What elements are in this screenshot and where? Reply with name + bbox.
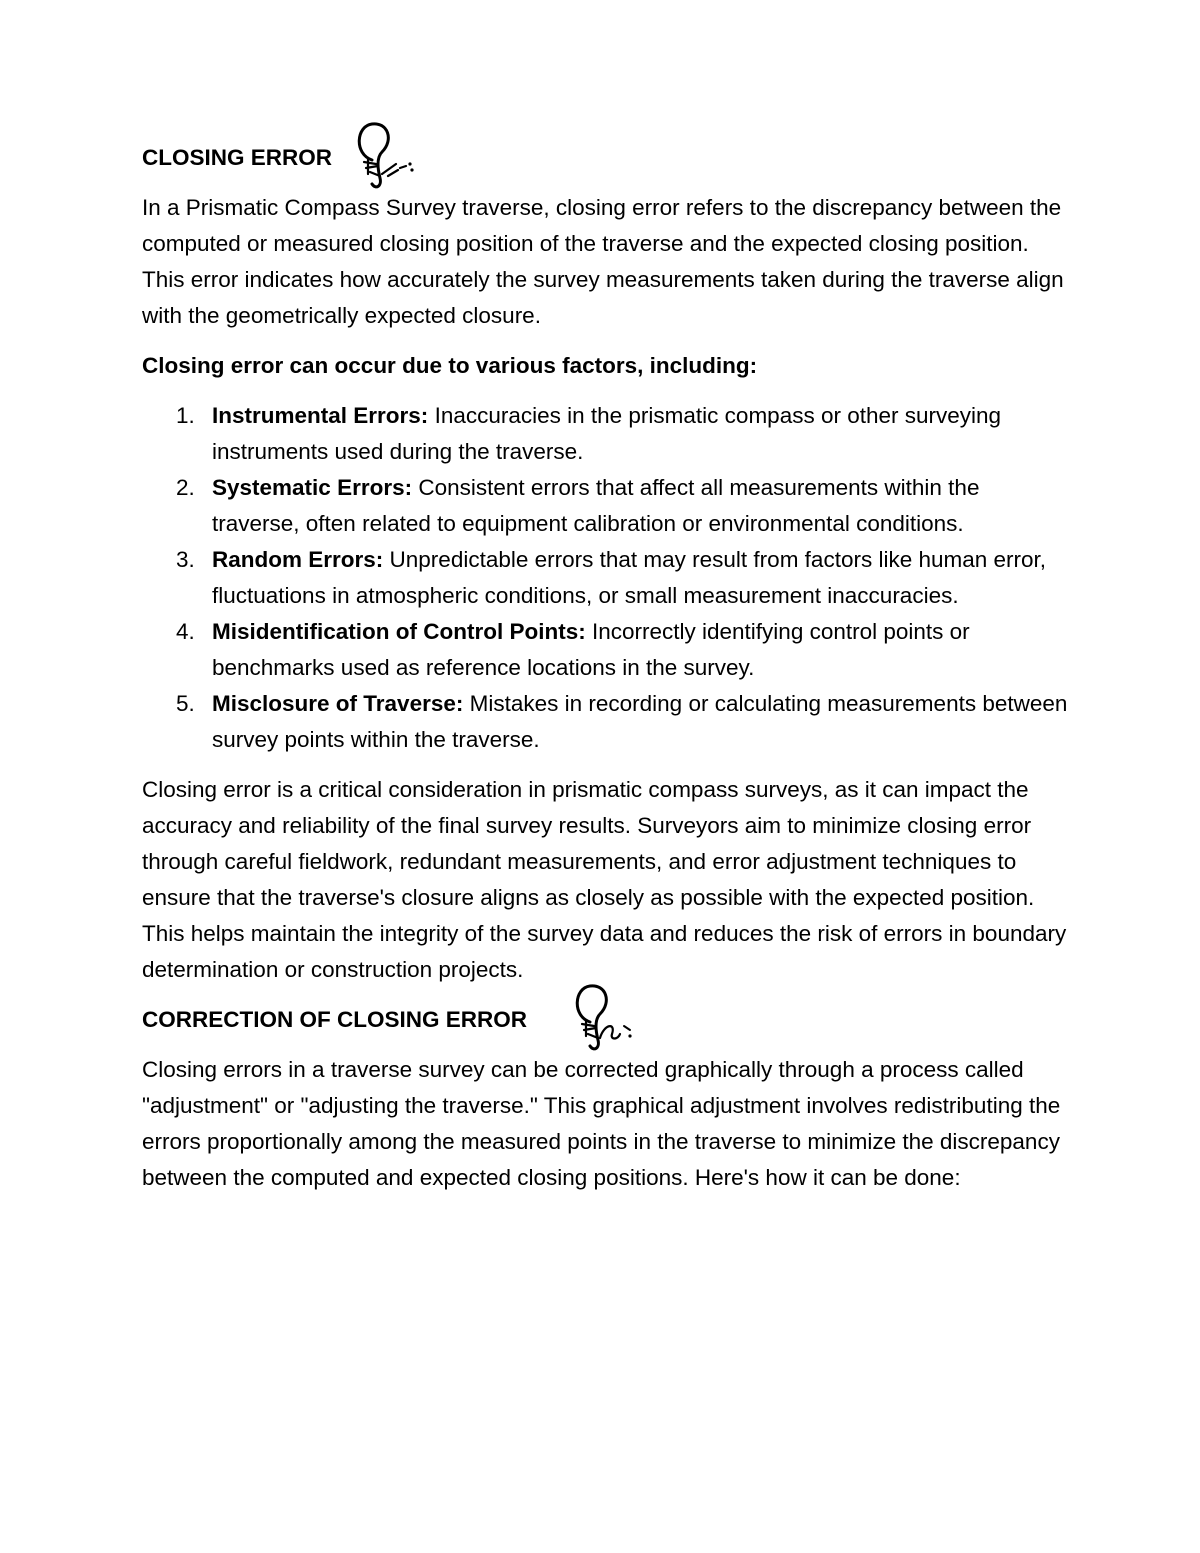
closing-paragraph: Closing error is a critical consideration in prismatic compass surveys, as it can impact the accuracy and reliability of the final survey results. Surveyors aim to minimize closing error through careful fieldwork, redundant measurements, and error adjustment techniques to ensure that the traverse's closure aligns as closely as possible with the expected position. This helps maintain the integrity of the survey data and reduces the risk of errors in boundary determination or construction projects.: [142, 777, 1067, 982]
list-text: Mistakes in recording or calculating measurements between survey points within the traverse.: [212, 691, 1068, 752]
list-number: 2.: [176, 475, 195, 500]
list-item: [142, 542, 1072, 614]
heading-text: CORRECTION OF CLOSING ERROR: [142, 1007, 528, 1032]
list-term: Instrumental Errors:: [212, 403, 429, 428]
factors-intro: Closing error can occur due to various factors, including:: [142, 353, 758, 378]
list-text: Inaccuracies in the prismatic compass or other surveying instruments used during the traverse.: [212, 403, 1002, 464]
signature-icon: [332, 118, 432, 196]
signature-icon: [550, 980, 650, 1058]
list-term: Random Errors:: [212, 547, 384, 572]
list-term: Systematic Errors:: [212, 475, 413, 500]
document-body: [142, 140, 1072, 1210]
factors-list: [142, 398, 1072, 758]
heading-text: CLOSING ERROR: [142, 145, 333, 170]
list-number: 3.: [176, 547, 195, 572]
list-item: [142, 470, 1072, 542]
section-heading-closing-error: [142, 140, 1072, 176]
list-item: [142, 686, 1072, 758]
list-text: Incorrectly identifying control points or benchmarks used as reference locations in the survey.: [212, 619, 970, 680]
intro-paragraph: In a Prismatic Compass Survey traverse, closing error refers to the discrepancy between the computed or measured closing position of the traverse and the expected closing position. This error indicates how accurately the survey measurements taken during the traverse align with the geometrically expected closure.: [142, 195, 1064, 328]
list-term: Misidentification of Control Points:: [212, 619, 586, 644]
list-item: [142, 398, 1072, 470]
correction-paragraph: Closing errors in a traverse survey can be corrected graphically through a process called "adjustment" or "adjusting the traverse." This graphical adjustment involves redistributing the errors proportionally among the measured points in the traverse to minimize the discrepancy between the computed and expected closing positions. Here's how it can be done:: [142, 1057, 1061, 1190]
list-text: Unpredictable errors that may result from factors like human error, fluctuations in atmospheric conditions, or small measurement inaccuracies.: [212, 547, 1047, 608]
list-item: [142, 614, 1072, 686]
list-number: 1.: [176, 403, 195, 428]
list-number: 5.: [176, 691, 195, 716]
section-heading-correction: [142, 1002, 1072, 1038]
list-term: Misclosure of Traverse:: [212, 691, 464, 716]
list-number: 4.: [176, 619, 195, 644]
list-text: Consistent errors that affect all measurements within the traverse, often related to equipment calibration or environmental conditions.: [212, 475, 980, 536]
